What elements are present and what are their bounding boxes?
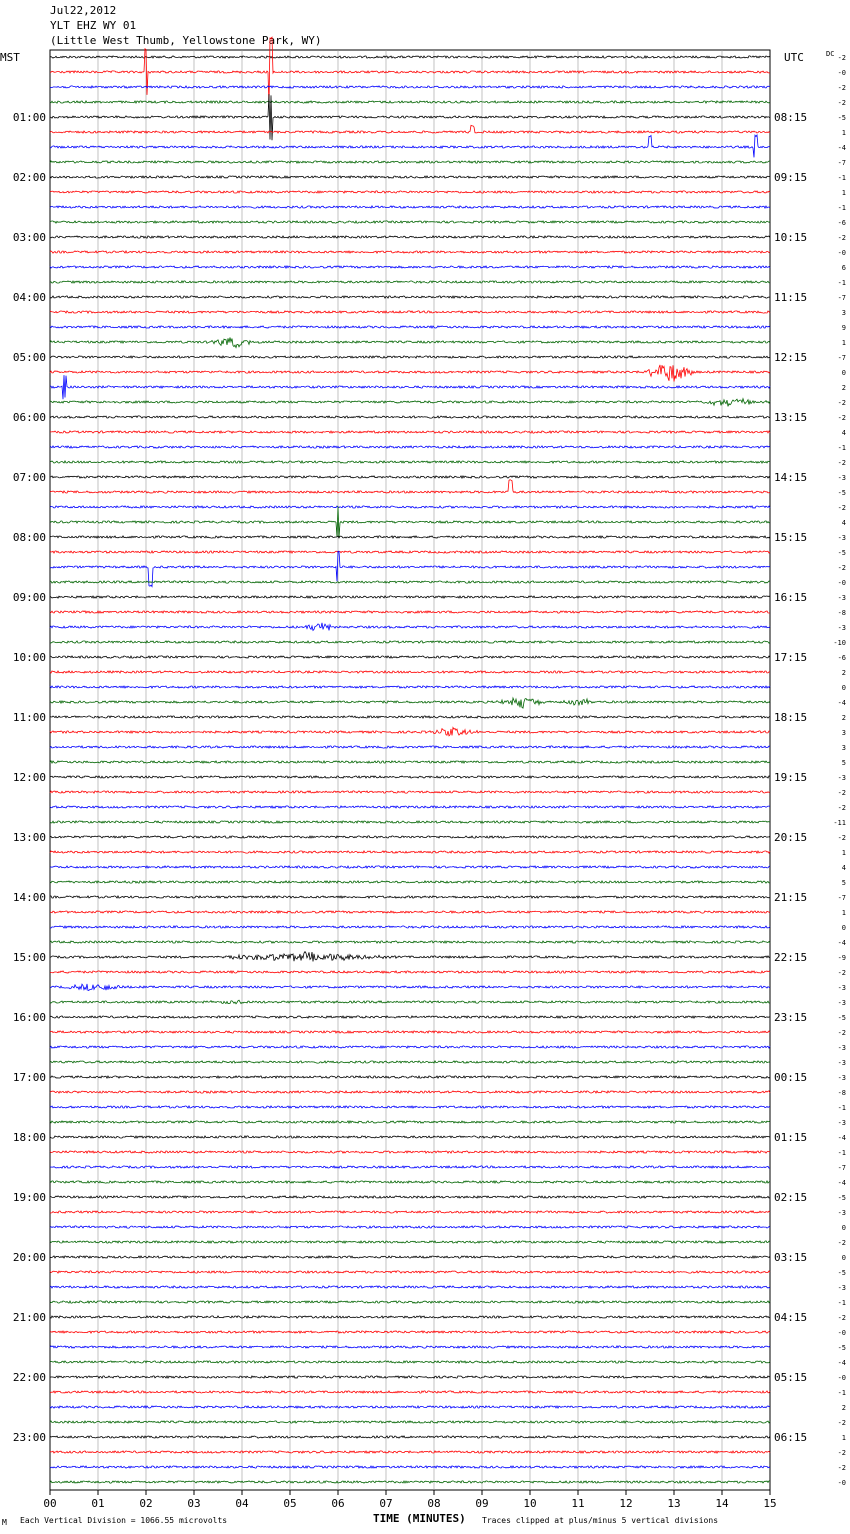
x-tick-label: 08 <box>427 1497 441 1510</box>
dc-offset-label: -11 <box>833 819 846 827</box>
mst-hour-label: 15:00 <box>12 951 46 964</box>
dc-offset-label: -2 <box>837 1419 846 1427</box>
dc-offset-label: 2 <box>841 714 846 722</box>
dc-offset-label: -1 <box>837 1104 846 1112</box>
dc-offset-label: -3 <box>837 1284 846 1292</box>
dc-offset-label: -5 <box>837 114 846 122</box>
dc-offset-label: -3 <box>837 594 846 602</box>
trace-line <box>50 446 770 448</box>
utc-hour-label: 01:15 <box>774 1131 808 1144</box>
trace-line <box>50 776 770 778</box>
trace-line <box>50 1451 770 1453</box>
utc-hour-label: 03:15 <box>774 1251 808 1264</box>
trace-line <box>50 1271 770 1273</box>
mst-hour-label: 13:00 <box>12 831 46 844</box>
dc-offset-label: 9 <box>841 324 846 332</box>
dc-offset-label: 4 <box>841 864 846 872</box>
trace-line <box>50 1196 770 1198</box>
dc-offset-label: -3 <box>837 624 846 632</box>
dc-offset-label: 2 <box>841 384 846 392</box>
trace-line <box>50 1031 770 1033</box>
trace-line <box>50 1121 770 1123</box>
trace-line <box>50 356 770 358</box>
dc-offset-label: 5 <box>841 759 846 767</box>
trace-line <box>50 1466 770 1468</box>
trace-line <box>50 125 770 133</box>
dc-offset-label: 4 <box>841 429 846 437</box>
trace-line <box>50 399 770 407</box>
trace-line <box>50 866 770 868</box>
trace-line <box>50 37 770 106</box>
x-tick-label: 10 <box>523 1497 537 1510</box>
dc-offset-label: -3 <box>837 474 846 482</box>
trace-line <box>50 135 770 157</box>
utc-hour-label: 19:15 <box>774 771 808 784</box>
trace-line <box>50 191 770 193</box>
dc-offset-label: -2 <box>837 834 846 842</box>
trace-line <box>50 506 770 508</box>
trace-line <box>50 984 770 991</box>
dc-offset-label: -3 <box>837 984 846 992</box>
mst-hour-label: 16:00 <box>12 1011 46 1024</box>
utc-hour-label: 23:15 <box>774 1011 808 1024</box>
utc-hour-label: 18:15 <box>774 711 808 724</box>
dc-offset-label: -4 <box>837 1359 846 1367</box>
mst-hour-label: 22:00 <box>12 1371 46 1384</box>
utc-hour-label: 02:15 <box>774 1191 808 1204</box>
trace-line <box>50 86 770 88</box>
dc-offset-label: 0 <box>841 369 846 377</box>
dc-offset-label: 2 <box>841 1404 846 1412</box>
trace-line <box>50 1331 770 1333</box>
x-tick-label: 00 <box>43 1497 57 1510</box>
dc-offset-label: 3 <box>841 744 846 752</box>
trace-line <box>50 551 770 553</box>
trace-line <box>50 623 770 631</box>
trace-line <box>50 416 770 418</box>
x-axis-title: TIME (MINUTES) <box>373 1512 466 1525</box>
dc-offset-label: -4 <box>837 144 846 152</box>
trace-line <box>50 338 770 348</box>
mst-hour-label: 17:00 <box>12 1071 46 1084</box>
trace-line <box>50 375 770 399</box>
dc-offset-label: 0 <box>841 1254 846 1262</box>
trace-line <box>50 1286 770 1288</box>
x-tick-label: 04 <box>235 1497 249 1510</box>
dc-offset-label: -9 <box>837 954 846 962</box>
trace-line <box>50 806 770 808</box>
dc-offset-label: -5 <box>837 1014 846 1022</box>
dc-offset-label: -3 <box>837 1209 846 1217</box>
utc-hour-label: 08:15 <box>774 111 808 124</box>
dc-offset-label: -6 <box>837 654 846 662</box>
dc-offset-label: -7 <box>837 894 846 902</box>
dc-offset-label: -1 <box>837 204 846 212</box>
utc-axis-title: UTC <box>784 51 804 64</box>
corner-mark: M <box>2 1518 7 1527</box>
mst-hour-label: 14:00 <box>12 891 46 904</box>
mst-hour-label: 01:00 <box>12 111 46 124</box>
dc-offset-label: -2 <box>837 789 846 797</box>
dc-offset-label: -2 <box>837 1239 846 1247</box>
dc-offset-label: -2 <box>837 504 846 512</box>
trace-line <box>50 1316 770 1318</box>
trace-line <box>50 365 770 382</box>
trace-line <box>50 1091 770 1093</box>
dc-offset-label: -4 <box>837 939 846 947</box>
dc-offset-label: -2 <box>837 564 846 572</box>
mst-hour-label: 20:00 <box>12 1251 46 1264</box>
dc-offset-label: -5 <box>837 1344 846 1352</box>
trace-line <box>50 1241 770 1243</box>
trace-line <box>50 1016 770 1018</box>
dc-offset-label: -0 <box>837 579 846 587</box>
dc-offset-label: -1 <box>837 174 846 182</box>
dc-offset-label: -0 <box>837 1374 846 1382</box>
header-location: (Little West Thumb, Yellowstone Park, WY) <box>50 34 322 47</box>
axis-labels <box>0 50 846 1510</box>
utc-hour-label: 04:15 <box>774 1311 808 1324</box>
mst-hour-label: 10:00 <box>12 651 46 664</box>
trace-line <box>50 926 770 928</box>
trace-line <box>50 686 770 688</box>
dc-offset-label: -3 <box>837 1119 846 1127</box>
dc-offset-label: 6 <box>841 264 846 272</box>
header-station: YLT EHZ WY 01 <box>50 19 137 32</box>
x-tick-label: 09 <box>475 1497 489 1510</box>
trace-line <box>50 221 770 223</box>
trace-line <box>50 671 770 673</box>
utc-hour-label: 16:15 <box>774 591 808 604</box>
plot-frame <box>50 50 770 1490</box>
dc-offset-label: -2 <box>837 804 846 812</box>
trace-line <box>50 1376 770 1378</box>
x-tick-label: 02 <box>139 1497 153 1510</box>
trace-line <box>50 311 770 313</box>
mst-hour-label: 09:00 <box>12 591 46 604</box>
trace-line <box>50 1226 770 1228</box>
x-tick-label: 12 <box>619 1497 633 1510</box>
dc-offset-label: 0 <box>841 924 846 932</box>
trace-line <box>50 431 770 433</box>
trace-line <box>50 941 770 943</box>
dc-offset-label: 3 <box>841 729 846 737</box>
trace-line <box>50 1391 770 1393</box>
dc-offset-label: 1 <box>841 909 846 917</box>
trace-line <box>50 480 770 493</box>
dc-offset-label: -2 <box>837 1314 846 1322</box>
dc-offset-label: -3 <box>837 999 846 1007</box>
utc-hour-label: 22:15 <box>774 951 808 964</box>
scale-note: Each Vertical Division = 1066.55 microvolts <box>20 1516 228 1525</box>
trace-line <box>50 1106 770 1108</box>
trace-line <box>50 266 770 268</box>
trace-line <box>50 1061 770 1063</box>
mst-hour-label: 03:00 <box>12 231 46 244</box>
trace-line <box>50 1406 770 1408</box>
dc-offset-label: 1 <box>841 1434 846 1442</box>
dc-offset-label: 1 <box>841 129 846 137</box>
mst-axis-title: MST <box>0 51 20 64</box>
trace-line <box>50 1346 770 1348</box>
trace-line <box>50 698 770 708</box>
mst-hour-label: 06:00 <box>12 411 46 424</box>
trace-line <box>50 1256 770 1258</box>
mst-hour-label: 08:00 <box>12 531 46 544</box>
trace-line <box>50 596 770 598</box>
dc-offset-label: 5 <box>841 879 846 887</box>
utc-hour-label: 10:15 <box>774 231 808 244</box>
utc-hour-label: 20:15 <box>774 831 808 844</box>
dc-offset-label: -1 <box>837 1299 846 1307</box>
dc-offset-label: -1 <box>837 444 846 452</box>
dc-offset-label: -4 <box>837 699 846 707</box>
trace-line <box>50 656 770 658</box>
dc-offset-label: -10 <box>833 639 846 647</box>
header-date: Jul22,2012 <box>50 4 117 17</box>
x-tick-label: 01 <box>91 1497 105 1510</box>
dc-offset-label: -2 <box>837 1449 846 1457</box>
trace-line <box>50 296 770 298</box>
dc-offset-label: -7 <box>837 294 846 302</box>
trace-line <box>50 1361 770 1363</box>
utc-hour-label: 13:15 <box>774 411 808 424</box>
dc-offset-label: -3 <box>837 534 846 542</box>
dc-offset-label: -5 <box>837 1194 846 1202</box>
dc-header: DC <box>826 50 835 58</box>
dc-offset-label: -0 <box>837 249 846 257</box>
dc-offset-label: -4 <box>837 1179 846 1187</box>
trace-line <box>50 1211 770 1213</box>
dc-offset-label: 0 <box>841 684 846 692</box>
trace-line <box>50 611 770 613</box>
trace-line <box>50 536 770 538</box>
utc-hour-label: 05:15 <box>774 1371 808 1384</box>
trace-line <box>50 1301 770 1303</box>
trace-line <box>50 728 770 736</box>
utc-hour-label: 21:15 <box>774 891 808 904</box>
trace-line <box>50 251 770 253</box>
mst-hour-label: 18:00 <box>12 1131 46 1144</box>
trace-line <box>50 952 770 962</box>
trace-line <box>50 1000 770 1004</box>
dc-offset-label: -2 <box>837 1029 846 1037</box>
utc-hour-label: 14:15 <box>774 471 808 484</box>
dc-offset-label: -5 <box>837 1269 846 1277</box>
dc-offset-label: 0 <box>841 1224 846 1232</box>
dc-offset-label: -0 <box>837 1479 846 1487</box>
x-tick-label: 11 <box>571 1497 585 1510</box>
utc-hour-label: 06:15 <box>774 1431 808 1444</box>
trace-line <box>50 506 770 537</box>
dc-offset-label: -2 <box>837 234 846 242</box>
dc-offset-label: -1 <box>837 1149 846 1157</box>
trace-line <box>50 56 770 58</box>
dc-offset-label: -7 <box>837 159 846 167</box>
mst-hour-label: 19:00 <box>12 1191 46 1204</box>
trace-line <box>50 94 770 140</box>
trace-line <box>50 461 770 463</box>
x-tick-label: 13 <box>667 1497 681 1510</box>
dc-offset-label: -2 <box>837 969 846 977</box>
mst-hour-label: 04:00 <box>12 291 46 304</box>
trace-line <box>50 206 770 208</box>
dc-offset-label: -3 <box>837 1059 846 1067</box>
trace-line <box>50 176 770 178</box>
dc-offset-label: -1 <box>837 279 846 287</box>
x-tick-label: 07 <box>379 1497 393 1510</box>
trace-line <box>50 896 770 898</box>
mst-hour-label: 11:00 <box>12 711 46 724</box>
trace-line <box>50 1046 770 1048</box>
trace-line <box>50 821 770 823</box>
trace-line <box>50 881 770 883</box>
x-tick-label: 15 <box>763 1497 777 1510</box>
utc-hour-label: 17:15 <box>774 651 808 664</box>
dc-offset-label: 3 <box>841 309 846 317</box>
utc-hour-label: 00:15 <box>774 1071 808 1084</box>
trace-line <box>50 791 770 793</box>
dc-offset-label: -2 <box>837 84 846 92</box>
dc-offset-label: -7 <box>837 354 846 362</box>
x-tick-label: 05 <box>283 1497 297 1510</box>
utc-hour-label: 09:15 <box>774 171 808 184</box>
trace-line <box>50 161 770 163</box>
mst-hour-label: 23:00 <box>12 1431 46 1444</box>
dc-offset-label: -3 <box>837 1044 846 1052</box>
dc-offset-label: 2 <box>841 669 846 677</box>
dc-offset-label: -0 <box>837 1329 846 1337</box>
mst-hour-label: 07:00 <box>12 471 46 484</box>
trace-line <box>50 1421 770 1423</box>
mst-hour-label: 21:00 <box>12 1311 46 1324</box>
trace-line <box>50 1166 770 1168</box>
trace-line <box>50 761 770 763</box>
x-tick-label: 06 <box>331 1497 345 1510</box>
mst-hour-label: 05:00 <box>12 351 46 364</box>
trace-line <box>50 1151 770 1153</box>
trace-line <box>50 476 770 478</box>
trace-line <box>50 236 770 238</box>
dc-offset-label: -8 <box>837 609 846 617</box>
x-tick-label: 03 <box>187 1497 201 1510</box>
dc-offset-label: -5 <box>837 489 846 497</box>
trace-line <box>50 101 770 103</box>
trace-line <box>50 851 770 853</box>
mst-hour-label: 12:00 <box>12 771 46 784</box>
dc-offset-label: -2 <box>837 54 846 62</box>
trace-line <box>50 1076 770 1078</box>
dc-offset-label: -8 <box>837 1089 846 1097</box>
utc-hour-label: 12:15 <box>774 351 808 364</box>
trace-line <box>50 746 770 748</box>
dc-offset-label: 4 <box>841 519 846 527</box>
utc-hour-label: 15:15 <box>774 531 808 544</box>
dc-offset-label: -2 <box>837 399 846 407</box>
trace-line <box>50 326 770 328</box>
mst-hour-label: 02:00 <box>12 171 46 184</box>
trace-line <box>50 1436 770 1438</box>
trace-group <box>50 37 770 1483</box>
dc-offset-label: -2 <box>837 414 846 422</box>
dc-offset-label: 1 <box>841 189 846 197</box>
trace-line <box>50 836 770 838</box>
dc-offset-label: 1 <box>841 339 846 347</box>
trace-line <box>50 716 770 718</box>
dc-offset-label: -4 <box>837 1134 846 1142</box>
dc-offset-label: -6 <box>837 219 846 227</box>
trace-line <box>50 911 770 913</box>
dc-offset-label: -1 <box>837 1389 846 1397</box>
dc-offset-label: -3 <box>837 1074 846 1082</box>
dc-offset-label: 1 <box>841 849 846 857</box>
trace-line <box>50 641 770 643</box>
clip-note: Traces clipped at plus/minus 5 vertical divisions <box>482 1516 719 1525</box>
trace-line <box>50 1481 770 1483</box>
dc-offset-label: -2 <box>837 459 846 467</box>
dc-offset-label: -7 <box>837 1164 846 1172</box>
trace-line <box>50 1136 770 1138</box>
dc-offset-label: -5 <box>837 549 846 557</box>
dc-offset-label: -0 <box>837 69 846 77</box>
trace-line <box>50 1181 770 1183</box>
dc-offset-label: -2 <box>837 1464 846 1472</box>
trace-line <box>50 971 770 973</box>
dc-offset-label: -2 <box>837 99 846 107</box>
dc-offset-label: -3 <box>837 774 846 782</box>
utc-hour-label: 11:15 <box>774 291 808 304</box>
x-tick-label: 14 <box>715 1497 729 1510</box>
trace-line <box>50 581 770 583</box>
trace-line <box>50 281 770 283</box>
